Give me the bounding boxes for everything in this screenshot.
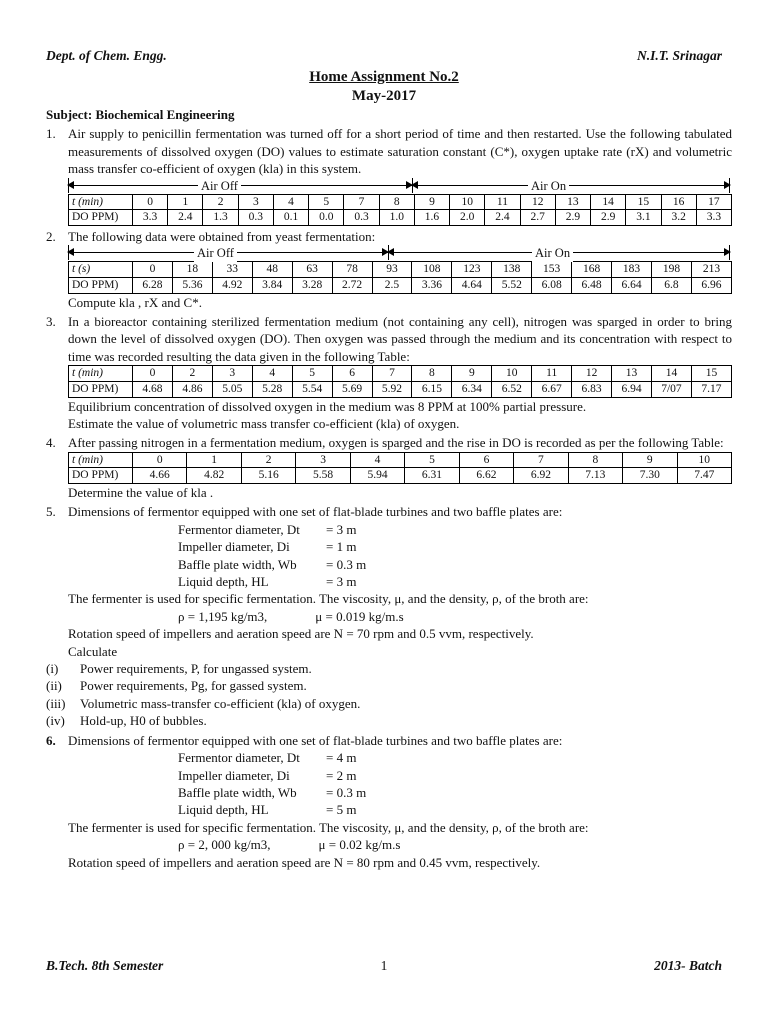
question-number: 1. (46, 126, 56, 142)
estimate-line: Estimate the value of volumetric mass transfer co-efficient (kla) of oxygen. (68, 415, 460, 431)
question-3 (46, 313, 732, 432)
question-text: The following data were obtained from yeast fermentation: (68, 228, 376, 244)
page-header (46, 47, 722, 67)
question-number: 3. (46, 314, 56, 329)
air-on-label: Air On (532, 245, 573, 262)
viscosity-line: The fermenter is used for specific fermentation. The viscosity, μ, and the density, ρ, of the broth are: (68, 819, 589, 835)
institute: N.I.T. Srinagar (636, 48, 722, 63)
department: Dept. of Chem. Engg. (46, 48, 167, 63)
equilibrium-note: Equilibrium concentration of dissolved oxygen in the medium was 8 PPM at 100% partial pressure. (68, 398, 587, 414)
row-label: DO PPM) (69, 210, 133, 226)
air-indicator (68, 178, 732, 194)
air-indicator (68, 245, 732, 261)
row-label: t (min) (69, 194, 133, 210)
question-1 (46, 125, 732, 226)
data-table: t (s) 0 18 33 48 63 78 93 108 123 138 153 168 183 198 213 DO PPM) 6.28 5.36 4.92 3.84 3.28 2.72 2.5 3.36 4.64 5.52 6.08 6.48 6.64 6.8 6.96 (68, 261, 732, 293)
data-table: t (min) 0 1 2 3 4 5 7 8 9 10 11 12 13 14 15 16 17 DO PPM) 3.3 2.4 1.3 0.3 0.1 0.0 0.3 1.0 1.6 2.0 2.4 2.7 2.9 2.9 3.1 3.2 3.3 (68, 194, 732, 226)
properties-line: ρ = 1,195 kg/m3, μ = 0.019 kg/m.s (178, 608, 404, 624)
question-4 (46, 434, 732, 501)
question-5 (46, 503, 732, 729)
dimension-list: Fermentor diameter, Dt = 3 m Impeller diameter, Di = 1 m Baffle plate width, Wb = 0.3 m Liquid depth, HL = 3 m (178, 521, 367, 590)
question-number: 2. (46, 228, 56, 244)
page-title: Home Assignment No.2 (309, 69, 459, 85)
question-6 (46, 732, 732, 871)
question-text: Dimensions of fermentor equipped with one set of flat-blade turbines and two baffle plates are: (68, 732, 563, 748)
date: May-2017 (351, 88, 417, 104)
question-number: 6. (46, 732, 56, 748)
properties-line: ρ = 2, 000 kg/m3, μ = 0.02 kg/m.s (178, 837, 401, 853)
data-table: t (min) 0 2 3 4 5 6 7 8 9 10 11 12 13 14 15 DO PPM) 4.68 4.86 5.05 5.28 5.54 5.69 5.92 6.15 6.34 6.52 6.67 6.83 6.94 7/07 7.17 (68, 365, 732, 397)
determine-line: Determine the value of kla . (68, 485, 214, 500)
page-number: 1 (380, 958, 388, 973)
data-table: t (min) 0 1 2 3 4 5 6 7 8 9 10 DO PPM) 4.66 4.82 5.16 5.58 5.94 6.31 6.62 6.92 7.13 7.30 7.47 (68, 452, 732, 484)
assignment-body (46, 106, 732, 871)
question-number: 4. (46, 435, 56, 451)
calculate-label: Calculate (68, 643, 118, 659)
page-footer (46, 957, 722, 977)
batch: 2013- Batch (654, 958, 722, 973)
dimension-list: Fermentor diameter, Dt = 4 m Impeller diameter, Di = 2 m Baffle plate width, Wb = 0.3 m Liquid depth, HL = 5 m (178, 750, 367, 818)
question-text: Dimensions of fermentor equipped with one set of flat-blade turbines and two baffle plates are: (68, 504, 563, 520)
air-off-label: Air Off (194, 245, 237, 262)
question-text: In a bioreactor containing sterilized fermentation medium (not containing any cell), nitrogen was sparged in order to bring down the level of dissolved oxygen (DO). Then oxygen was passed through the medium and its concentration with respect to time was recorded resulting the data given in the following Table: (68, 314, 732, 364)
air-on-label: Air On (528, 178, 569, 195)
question-text: After passing nitrogen in a fermentation medium, oxygen is sparged and the rise in DO is recorded as per the following Table: (68, 435, 724, 451)
air-off-label: Air Off (198, 178, 241, 195)
semester: B.Tech. 8th Semester (46, 958, 164, 973)
compute-line: Compute kla , rX and C*. (68, 294, 202, 310)
rotation-line: Rotation speed of impellers and aeration speed are N = 70 rpm and 0.5 vvm, respectively. (68, 626, 534, 642)
question-2 (46, 228, 732, 311)
calc-items: (i) Power requirements, P, for ungassed system. (ii) Power requirements, Pg, for gassed system. (iii) Volumetric mass-transfer co-efficient (kla) of oxygen. (iv) Hold-up, H0 of bubbles. (46, 661, 361, 729)
viscosity-line: The fermenter is used for specific fermentation. The viscosity, μ, and the density, ρ, of the broth are: (68, 591, 589, 607)
rotation-line: Rotation speed of impellers and aeration speed are N = 80 rpm and 0.45 vvm, respectively. (68, 854, 541, 870)
subject: Subject: Biochemical Engineering (46, 107, 235, 122)
question-text: Air supply to penicillin fermentation was turned off for a short period of time and then restarted. Use the following tabulated measurements of dissolved oxygen (DO) values to estimate saturation constant (C*), oxygen uptake rate (rX) and volumetric mass transfer co-efficient of oxygen (kla) in this system. (68, 126, 732, 177)
question-number: 5. (46, 504, 56, 520)
